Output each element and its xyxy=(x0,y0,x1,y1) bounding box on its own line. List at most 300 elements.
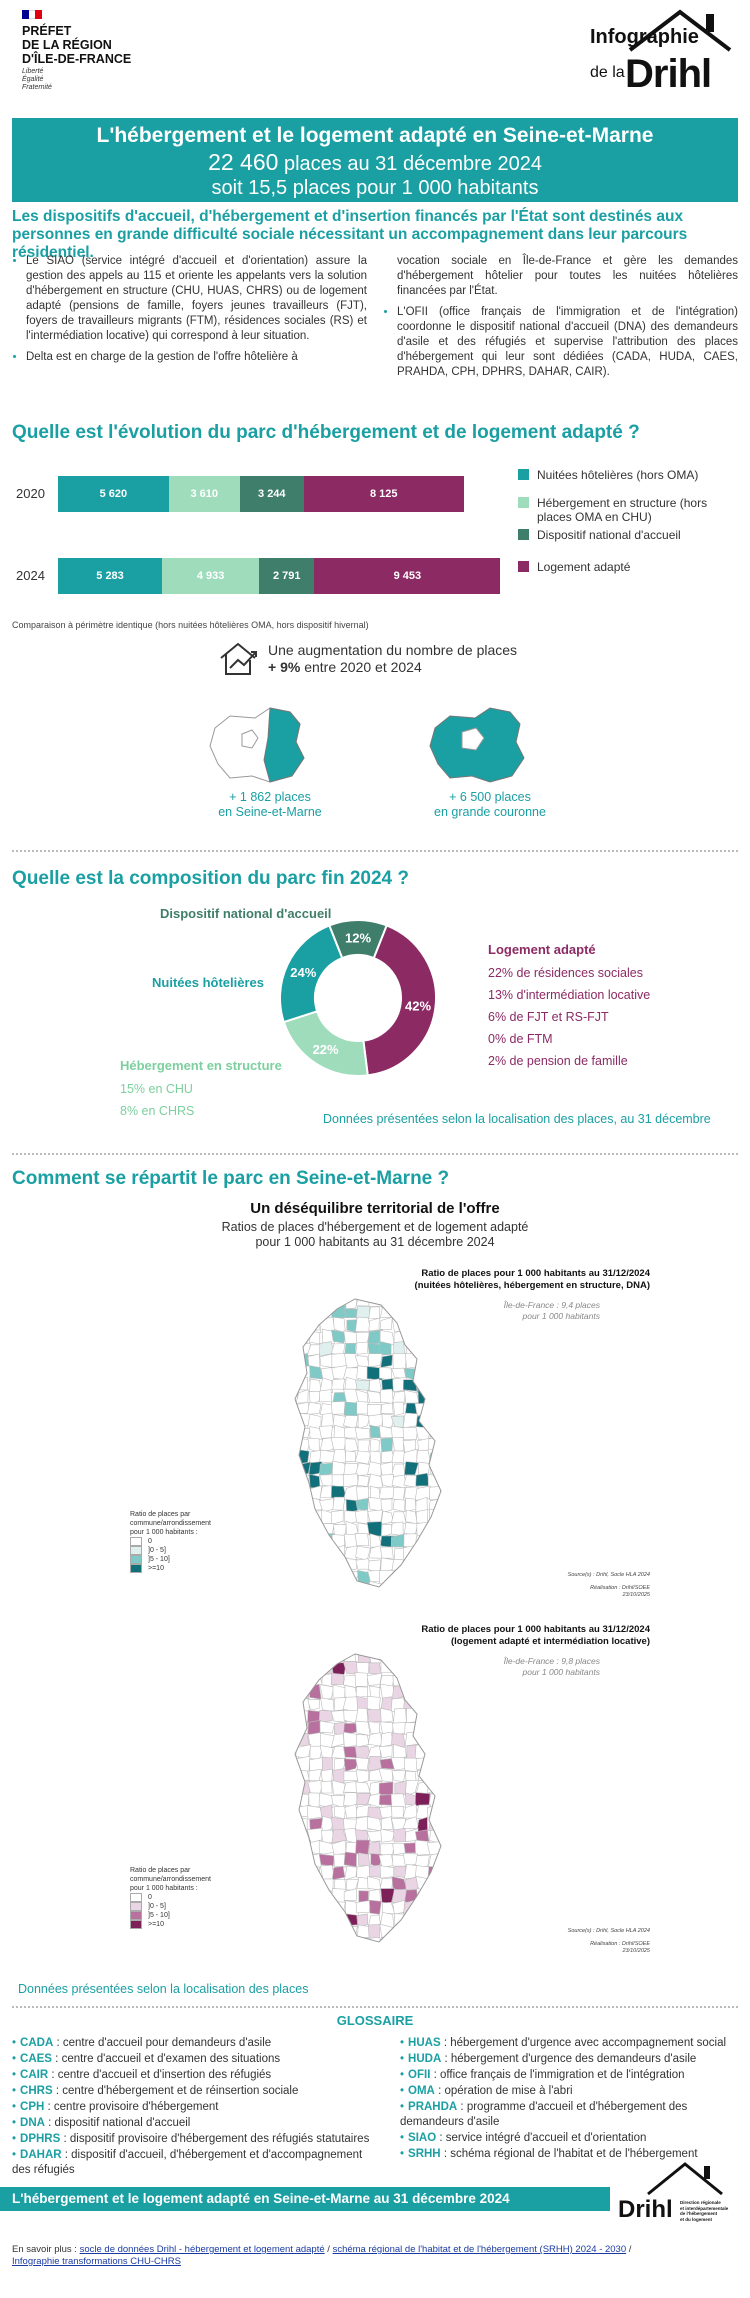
bar-segment-2024-1: 4 933 xyxy=(162,558,259,594)
map-commune xyxy=(368,1733,382,1747)
map-commune xyxy=(415,1557,431,1570)
donut-label-value-0: 12% xyxy=(344,930,372,946)
composition-donut-chart xyxy=(278,918,438,1078)
map-commune xyxy=(440,1295,454,1307)
map-commune xyxy=(380,1806,393,1817)
map-commune xyxy=(393,1926,407,1939)
map-commune xyxy=(381,1829,395,1842)
map-commune xyxy=(452,1425,465,1439)
map-commune xyxy=(415,1792,430,1806)
map-commune xyxy=(297,1913,311,1927)
map-commune xyxy=(358,1440,370,1452)
map-commune xyxy=(356,1900,370,1912)
map-commune xyxy=(453,1877,465,1892)
map-commune xyxy=(344,1309,357,1318)
map-commune xyxy=(343,1732,358,1747)
donut-label-structure: Hébergement en structure xyxy=(120,1058,282,1073)
map-commune xyxy=(344,1572,359,1585)
main-title: L'hébergement et le logement adapté en Seine-et-Marne xyxy=(96,124,654,147)
footer-bar: L'hébergement et le logement adapté en Seine-et-Marne au 31 décembre 2024 xyxy=(0,2187,610,2211)
map-commune xyxy=(452,1390,465,1404)
glossary-definition: : opération de mise à l'abri xyxy=(434,2085,573,2097)
map-commune xyxy=(428,1584,441,1594)
map-commune xyxy=(285,1570,298,1583)
glossary-definition: : dispositif provisoire d'hébergement des réfugiés statutaires xyxy=(60,2133,370,2145)
map-commune xyxy=(369,1865,381,1878)
map-commune xyxy=(452,1499,465,1513)
map-commune xyxy=(285,1439,299,1452)
map-commune xyxy=(441,1783,455,1796)
map1-idf-reference: Île-de-France : 9,4 places pour 1 000 habitants xyxy=(503,1300,600,1321)
map-commune xyxy=(427,1708,440,1722)
map-commune xyxy=(358,1414,370,1429)
map-commune xyxy=(296,1675,311,1688)
map-commune xyxy=(356,1734,369,1747)
map-commune xyxy=(393,1583,406,1595)
map-commune xyxy=(440,1485,452,1500)
idf-map-seine-et-marne-icon xyxy=(200,698,340,786)
map-commune xyxy=(286,1545,298,1559)
map-commune xyxy=(285,1915,298,1928)
map-commune xyxy=(309,1474,320,1488)
map-commune xyxy=(285,1463,295,1476)
map-commune xyxy=(286,1366,298,1378)
map1-legend: Ratio de places par commune/arrondissement pour 1 000 habitants : 0 ]0 - 5] ]5 - 10] >=10 xyxy=(130,1511,211,1572)
glossary-right xyxy=(400,2036,740,2163)
intro-left-column xyxy=(12,254,367,371)
map-commune xyxy=(439,1306,453,1319)
map-commune xyxy=(441,1685,454,1699)
map-commune xyxy=(367,1696,380,1711)
map-commune xyxy=(331,1570,345,1584)
glossary-abbr: HUDA xyxy=(408,2053,442,2065)
map-commune xyxy=(380,1708,393,1722)
map-commune xyxy=(285,1804,298,1819)
map-commune xyxy=(333,1497,345,1510)
map-commune xyxy=(297,1486,311,1499)
map-commune xyxy=(380,1684,394,1699)
map-commune xyxy=(404,1937,418,1950)
bar-segment-2020-2: 3 244 xyxy=(240,476,304,512)
map2-seine-et-marne xyxy=(285,1650,465,1950)
map-commune xyxy=(285,1794,298,1806)
map-commune xyxy=(333,1545,345,1559)
glossary-definition: : centre d'accueil et d'examen des situations xyxy=(51,2053,281,2065)
map-commune xyxy=(415,1378,430,1393)
map-commune xyxy=(295,1840,310,1853)
map-commune xyxy=(295,1510,310,1522)
glossary-item xyxy=(400,2084,740,2099)
map-commune xyxy=(430,1535,439,1548)
map-commune xyxy=(320,1901,333,1914)
map-commune xyxy=(285,1876,296,1890)
map-commune xyxy=(334,1854,346,1867)
map-commune xyxy=(452,1793,465,1807)
glossary-abbr: OFII xyxy=(408,2069,431,2081)
comparison-note: Comparaison à périmètre identique (hors nuitées hôtelières OMA, hors dispositif hivernal) xyxy=(12,620,369,630)
map-commune xyxy=(355,1317,370,1331)
map-commune xyxy=(321,1781,332,1793)
bar-row-2024 xyxy=(58,558,470,594)
map-commune xyxy=(403,1427,418,1439)
map-commune xyxy=(439,1329,453,1344)
map-commune xyxy=(427,1913,442,1926)
bar-segment-2020-0: 5 620 xyxy=(58,476,169,512)
map-commune xyxy=(440,1571,455,1585)
map-commune xyxy=(440,1355,455,1368)
legend-swatch xyxy=(518,561,529,572)
map-commune xyxy=(415,1486,430,1500)
bullet-icon: • xyxy=(400,2053,405,2065)
map-commune xyxy=(298,1308,311,1320)
map-commune xyxy=(428,1354,443,1369)
total-places: 22 460 places au 31 décembre 2024 xyxy=(208,149,542,175)
map-commune xyxy=(356,1721,371,1736)
intro-delta-cont: vocation sociale en Île-de-France et gère les demandes d'hébergement hôtelier pour toutes les nuitées hôtelières financées par l'État. xyxy=(397,255,738,297)
map-commune xyxy=(296,1662,308,1674)
map2-source: Source(s) : Drihl, Socle HLA 2024 Réalisation : Drihl/SOEE 23/10/2025 xyxy=(567,1928,650,1954)
map-commune xyxy=(295,1558,310,1572)
map-commune xyxy=(428,1306,443,1320)
bullet-icon: • xyxy=(12,2101,17,2113)
map-commune xyxy=(285,1523,297,1537)
bullet-icon: • xyxy=(12,2133,17,2145)
map-commune xyxy=(367,1710,382,1723)
map-commune xyxy=(439,1534,454,1549)
map-commune xyxy=(439,1473,454,1486)
map-commune xyxy=(285,1332,296,1344)
map-commune xyxy=(452,1902,465,1915)
map-commune xyxy=(452,1557,465,1572)
bullet-icon: • xyxy=(400,2037,405,2049)
glossary-item xyxy=(12,2116,382,2131)
map-commune xyxy=(416,1938,429,1950)
map-commune xyxy=(322,1510,333,1524)
glossary-item xyxy=(400,2068,740,2083)
map-commune xyxy=(417,1697,431,1710)
map-commune xyxy=(393,1650,406,1664)
map-commune xyxy=(427,1401,442,1416)
map-commune xyxy=(427,1318,440,1332)
map-commune xyxy=(285,1697,296,1711)
map-commune xyxy=(453,1888,465,1903)
intro-ofii: • L'OFII (office français de l'immigration et de l'intégration) coordonne le dispositif national d'accueil (DNA) des demandeurs d'asile et des réfugiés et supervise l'attribution des places d'hébergement qui leur sont dédiées (CADA, HUDA, CAES, PRAHDA, CPH, DPHRS, DAHAR, CAIR). xyxy=(397,305,738,380)
map-commune xyxy=(416,1876,428,1891)
map-commune xyxy=(428,1341,442,1355)
section1-title: Quelle est l'évolution du parc d'hébergement et de logement adapté ? xyxy=(12,422,640,443)
map-commune xyxy=(404,1307,419,1320)
map-commune xyxy=(286,1450,296,1465)
map-commune xyxy=(356,1758,369,1770)
glossary-item xyxy=(12,2052,382,2067)
map-commune xyxy=(441,1852,454,1865)
republic-motto: Liberté Égalité Fraternité xyxy=(22,68,52,91)
map-commune xyxy=(428,1437,442,1450)
bullet-icon: • xyxy=(12,2053,17,2065)
map-commune xyxy=(309,1901,321,1915)
map-commune xyxy=(429,1650,443,1664)
legend-item-3 xyxy=(518,560,743,574)
composition-note: Données présentées selon la localisation des places, au 31 décembre xyxy=(323,1112,711,1126)
section2-title: Quelle est la composition du parc fin 2024 ? xyxy=(12,868,409,889)
map-commune xyxy=(356,1306,370,1318)
map-commune xyxy=(403,1685,418,1697)
map-commune xyxy=(345,1451,355,1462)
map-commune xyxy=(356,1342,369,1354)
map-commune xyxy=(439,1817,454,1830)
glossary-abbr: CAIR xyxy=(20,2069,49,2081)
map-commune xyxy=(345,1295,358,1309)
glossary-abbr: OMA xyxy=(408,2085,435,2097)
map-commune xyxy=(331,1817,344,1831)
map-commune xyxy=(296,1318,308,1333)
map-commune xyxy=(295,1402,309,1413)
map-commune xyxy=(451,1938,465,1950)
link-srhh[interactable]: schéma régional de l'habitat et de l'hébergement (SRHH) 2024 - 2030 xyxy=(332,2244,627,2255)
map-commune xyxy=(370,1425,380,1438)
map-commune xyxy=(331,1437,347,1451)
map-commune xyxy=(356,1687,368,1698)
map-commune xyxy=(453,1453,465,1465)
map-commune xyxy=(344,1852,356,1867)
map-commune xyxy=(441,1840,454,1855)
map-commune xyxy=(379,1367,391,1380)
map-commune xyxy=(285,1938,297,1950)
glossary-abbr: CHRS xyxy=(20,2085,53,2097)
map2-title: Ratio de places pour 1 000 habitants au 31/12/2024 (logement adapté et intermédiation locative) xyxy=(421,1624,650,1647)
map-commune xyxy=(285,1533,297,1548)
map-commune xyxy=(415,1548,430,1559)
map-commune xyxy=(452,1377,465,1392)
map-commune xyxy=(367,1522,382,1537)
map-commune xyxy=(382,1584,392,1595)
map-commune xyxy=(368,1462,382,1477)
map-commune xyxy=(321,1581,335,1595)
map-commune xyxy=(285,1853,298,1868)
map-commune xyxy=(344,1771,357,1780)
divider xyxy=(12,2006,738,2008)
map-commune xyxy=(451,1829,464,1843)
map-commune xyxy=(358,1475,369,1486)
map-commune xyxy=(427,1890,442,1903)
map-commune xyxy=(285,1378,299,1391)
map-commune xyxy=(428,1769,442,1782)
glossary-item xyxy=(12,2148,382,2178)
glossary-definition: : hébergement d'urgence des demandeurs d'asile xyxy=(441,2053,697,2065)
glossary-definition: : centre d'accueil pour demandeurs d'asile xyxy=(53,2037,272,2049)
map-commune xyxy=(297,1936,310,1950)
glossary-definition: : service intégré d'accueil et d'orientation xyxy=(436,2132,647,2144)
map-commune xyxy=(454,1820,465,1830)
map-commune xyxy=(307,1650,323,1661)
map-commune xyxy=(309,1912,323,1925)
map-commune xyxy=(440,1404,455,1415)
map-commune xyxy=(285,1319,298,1333)
map-commune xyxy=(285,1770,298,1783)
map-commune xyxy=(309,1366,322,1379)
map-commune xyxy=(416,1902,429,1915)
map-commune xyxy=(355,1428,370,1440)
map-commune xyxy=(431,1676,440,1686)
map-commune xyxy=(417,1571,428,1584)
map-commune xyxy=(404,1570,417,1584)
map2-legend: Ratio de places par commune/arrondissement pour 1 000 habitants : 0 ]0 - 5] ]5 - 10] >=10 xyxy=(130,1867,211,1928)
map-commune xyxy=(442,1438,453,1450)
map-commune xyxy=(345,1866,357,1880)
map-commune xyxy=(427,1295,439,1309)
glossary-definition: : centre d'hébergement et de réinsertion sociale xyxy=(52,2085,299,2097)
map-commune xyxy=(428,1379,442,1391)
map-commune xyxy=(452,1329,465,1343)
map-commune xyxy=(296,1733,309,1746)
map-commune xyxy=(285,1661,299,1675)
map-commune xyxy=(416,1317,430,1331)
link-infographie-chu-chrs[interactable]: Infographie transformations CHU-CHRS xyxy=(12,2256,181,2267)
map-commune xyxy=(439,1889,452,1903)
map-commune xyxy=(392,1939,405,1950)
map-commune xyxy=(391,1416,404,1427)
map-commune xyxy=(296,1449,309,1464)
intro-siao: • Le SIAO (service intégré d'accueil et d'orientation) assure la gestion des appels au 115 et oriente les appelants vers la solution d'hébergement en structure (CHU, HUAS, CHRS) ou de logement adapté (pensions de famille, foyers jeunes travailleurs (FJT), foyers de travailleurs migrants (FTM), résidences sociales (RS) et l'intermédiation locative) qui correspond à leur situation. xyxy=(26,254,367,344)
map-commune xyxy=(333,1583,346,1595)
map-commune xyxy=(381,1511,393,1524)
glossary-definition: : centre d'accueil et d'insertion des réfugiés xyxy=(48,2069,272,2081)
map-commune xyxy=(285,1925,299,1939)
map-commune xyxy=(368,1354,382,1367)
prefet-logo: PRÉFET DE LA RÉGION D'ÎLE-DE-FRANCE xyxy=(22,24,132,66)
donut-label-logement-adapte: Logement adapté xyxy=(488,942,596,957)
map-commune xyxy=(429,1547,441,1560)
map-commune xyxy=(332,1913,346,1924)
map-commune xyxy=(416,1510,428,1525)
map-commune xyxy=(297,1581,309,1595)
map-commune xyxy=(381,1438,393,1453)
map-commune xyxy=(453,1583,465,1595)
map-commune xyxy=(332,1379,345,1389)
map-commune xyxy=(453,1521,465,1535)
map-commune xyxy=(451,1722,464,1736)
legend-item-2 xyxy=(518,528,743,542)
map-commune xyxy=(427,1390,441,1402)
map-commune xyxy=(356,1770,369,1784)
map-commune xyxy=(379,1570,393,1584)
map-commune xyxy=(403,1585,416,1595)
map-commune xyxy=(355,1533,369,1546)
map-commune xyxy=(334,1806,345,1819)
bullet-icon: • xyxy=(400,2085,405,2097)
glossary-item xyxy=(400,2100,740,2130)
section3-subtitle: Un déséquilibre territorial de l'offre xyxy=(250,1200,500,1217)
increase-text: Une augmentation du nombre de places + 9% entre 2020 et 2024 xyxy=(268,642,518,675)
map-commune xyxy=(356,1584,370,1594)
bar-segment-2020-1: 3 610 xyxy=(169,476,240,512)
map-commune xyxy=(440,1390,452,1404)
map-commune xyxy=(453,1673,465,1686)
map-commune xyxy=(392,1770,406,1781)
link-socle-donnees[interactable]: socle de données Drihl - hébergement et logement adapté xyxy=(79,2244,325,2255)
map-commune xyxy=(332,1866,345,1879)
map-commune xyxy=(285,1650,297,1662)
map-note: Données présentées selon la localisation des places xyxy=(18,1982,309,1996)
map-commune xyxy=(442,1559,454,1573)
map-commune xyxy=(285,1487,297,1499)
map-commune xyxy=(416,1582,430,1595)
map-commune xyxy=(367,1391,381,1403)
map-commune xyxy=(453,1473,465,1488)
map-commune xyxy=(415,1661,430,1676)
map-commune xyxy=(307,1582,320,1595)
map-commune xyxy=(452,1343,465,1356)
map-commune xyxy=(441,1758,453,1771)
map-commune xyxy=(440,1732,452,1744)
map-commune xyxy=(418,1675,430,1685)
map-commune xyxy=(295,1377,308,1390)
map-commune xyxy=(394,1570,405,1583)
map-commune xyxy=(308,1699,320,1710)
map-commune xyxy=(309,1331,319,1343)
map-commune xyxy=(440,1427,455,1440)
map-commune xyxy=(285,1889,297,1904)
map-commune xyxy=(295,1295,309,1308)
bullet-icon: • xyxy=(12,2037,17,2049)
legend-swatch xyxy=(518,497,529,508)
map-commune xyxy=(452,1512,465,1524)
map-commune xyxy=(418,1305,430,1319)
map-commune xyxy=(429,1723,442,1734)
map2-idf-reference: Île-de-France : 9,8 places pour 1 000 habitants xyxy=(503,1656,600,1677)
map-commune xyxy=(405,1498,415,1511)
map-commune xyxy=(285,1780,296,1794)
map-commune xyxy=(453,1354,465,1369)
map-commune xyxy=(379,1746,392,1758)
bullet-icon: • xyxy=(12,2085,17,2097)
map-commune xyxy=(452,1781,465,1795)
map-commune xyxy=(309,1317,320,1331)
map-commune xyxy=(428,1939,442,1950)
map-commune xyxy=(355,1510,368,1524)
map-commune xyxy=(321,1698,334,1712)
map-commune xyxy=(393,1353,407,1369)
map-commune xyxy=(416,1367,431,1380)
bar-segment-2024-2: 2 791 xyxy=(259,558,314,594)
glossary-item xyxy=(12,2068,382,2083)
glossary-definition: : hébergement d'urgence avec accompagnement social xyxy=(440,2037,727,2049)
map-commune xyxy=(428,1901,441,1914)
map-commune xyxy=(369,1414,383,1426)
map-commune xyxy=(428,1757,441,1770)
map-commune xyxy=(369,1937,382,1949)
map-commune xyxy=(343,1697,359,1712)
map-commune xyxy=(440,1319,455,1332)
glossary-abbr: HUAS xyxy=(408,2037,441,2049)
map-commune xyxy=(430,1523,442,1537)
map-commune xyxy=(455,1864,465,1879)
map-commune xyxy=(454,1365,465,1379)
map-commune xyxy=(319,1854,334,1866)
map-commune xyxy=(286,1843,299,1855)
map-commune xyxy=(392,1308,407,1319)
map-commune xyxy=(285,1557,297,1572)
map-commune xyxy=(428,1853,440,1867)
glossary-abbr: DAHAR xyxy=(20,2149,62,2161)
brand-drihl: Drihl xyxy=(625,52,712,96)
map-commune xyxy=(404,1332,418,1344)
glossary-abbr: SIAO xyxy=(408,2132,437,2144)
map-commune xyxy=(442,1901,452,1915)
map-commune xyxy=(440,1912,453,1926)
map-commune xyxy=(443,1769,453,1783)
map-commune xyxy=(320,1685,334,1700)
